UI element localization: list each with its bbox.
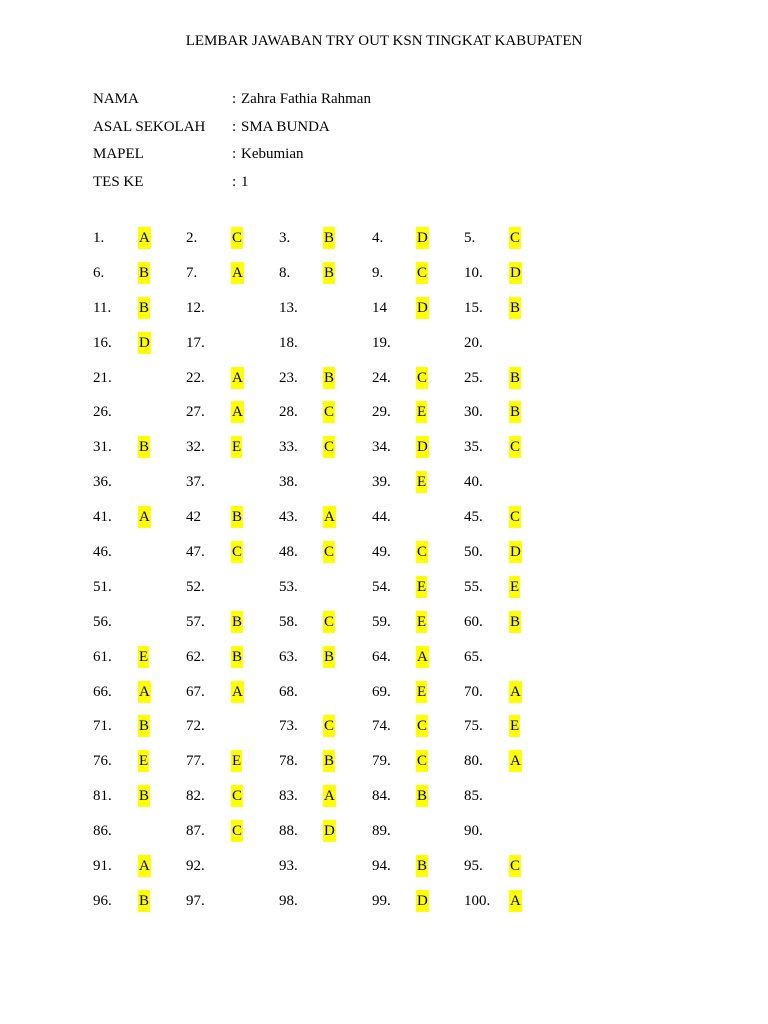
answer-choice: B xyxy=(138,262,150,284)
answer-choice: E xyxy=(138,646,149,668)
question-number: 59. xyxy=(372,613,391,630)
info-value: 1 xyxy=(241,174,249,191)
question-number: 23. xyxy=(279,369,298,386)
question-number: 80. xyxy=(464,753,483,770)
question-number: 94. xyxy=(372,858,391,875)
question-number: 47. xyxy=(186,544,205,561)
question-number: 13. xyxy=(279,299,298,316)
question-number: 38. xyxy=(279,474,298,491)
question-number: 85. xyxy=(464,788,483,805)
answer-choice: C xyxy=(509,227,521,249)
answer-choice: C xyxy=(231,820,243,842)
info-colon: : xyxy=(232,174,237,191)
answer-choice: E xyxy=(138,750,149,772)
question-number: 41. xyxy=(93,509,112,526)
question-number: 28. xyxy=(279,404,298,421)
question-number: 92. xyxy=(186,858,205,875)
answer-choice: C xyxy=(231,227,243,249)
question-number: 84. xyxy=(372,788,391,805)
question-number: 77. xyxy=(186,753,205,770)
answer-choice: D xyxy=(323,820,336,842)
answer-choice: C xyxy=(323,436,335,458)
answer-choice: E xyxy=(509,576,520,598)
question-number: 68. xyxy=(279,683,298,700)
answer-choice: C xyxy=(231,785,243,807)
question-number: 60. xyxy=(464,613,483,630)
question-number: 2. xyxy=(186,230,198,246)
answer-choice: B xyxy=(509,611,521,633)
question-number: 48. xyxy=(279,544,298,561)
answer-choice: E xyxy=(416,576,427,598)
answer-choice: E xyxy=(416,611,427,633)
answer-choice: E xyxy=(231,750,242,772)
question-number: 3. xyxy=(279,230,291,246)
info-value: Kebumian xyxy=(241,146,304,163)
question-number: 74. xyxy=(372,718,391,735)
question-number: 50. xyxy=(464,544,483,561)
question-number: 100. xyxy=(464,892,491,909)
question-number: 56. xyxy=(93,613,112,630)
question-number: 9. xyxy=(372,264,384,281)
answer-choice: C xyxy=(231,541,243,563)
question-number: 86. xyxy=(93,823,112,840)
answer-choice: C xyxy=(323,611,335,633)
question-number: 49. xyxy=(372,544,391,561)
answer-choice: A xyxy=(231,367,244,389)
answer-choice: B xyxy=(231,611,243,633)
question-number: 10. xyxy=(464,264,483,281)
question-number: 82. xyxy=(186,788,205,805)
question-number: 90. xyxy=(464,823,483,840)
question-number: 81. xyxy=(93,788,112,805)
answer-choice: B xyxy=(138,297,150,319)
question-number: 11. xyxy=(93,299,112,316)
question-number: 73. xyxy=(279,718,298,735)
answer-choice: C xyxy=(416,262,428,284)
answer-choice: D xyxy=(416,297,429,319)
answer-choice: A xyxy=(231,401,244,423)
question-number: 31. xyxy=(93,439,112,456)
question-number: 22. xyxy=(186,369,205,386)
question-number: 17. xyxy=(186,334,205,351)
question-number: 98. xyxy=(279,892,298,909)
answer-choice: C xyxy=(323,541,335,563)
question-number: 46. xyxy=(93,544,112,561)
question-number: 93. xyxy=(279,858,298,875)
question-number: 89. xyxy=(372,823,391,840)
info-colon: : xyxy=(232,118,237,135)
info-colon: : xyxy=(232,91,237,107)
answer-choice: B xyxy=(231,506,243,528)
question-number: 57. xyxy=(186,613,205,630)
question-number: 15. xyxy=(464,299,483,316)
question-number: 79. xyxy=(372,753,391,770)
question-number: 69. xyxy=(372,683,391,700)
answer-choice: E xyxy=(416,401,427,423)
question-number: 30. xyxy=(464,404,483,421)
answer-choice: A xyxy=(509,681,522,703)
answer-choice: B xyxy=(138,785,150,807)
question-number: 25. xyxy=(464,369,483,386)
answer-choice: A xyxy=(509,750,522,772)
question-number: 19. xyxy=(372,334,391,351)
question-number: 96. xyxy=(93,892,112,909)
question-number: 45. xyxy=(464,509,483,526)
answer-choice: B xyxy=(323,367,335,389)
answer-choice: C xyxy=(416,715,428,737)
question-number: 39. xyxy=(372,474,391,491)
answer-choice: E xyxy=(509,715,520,737)
answer-choice: B xyxy=(323,227,335,249)
answer-choice: C xyxy=(416,750,428,772)
answer-choice: A xyxy=(323,785,336,807)
answer-choice: C xyxy=(416,367,428,389)
answer-choice: A xyxy=(323,506,336,528)
answer-choice: D xyxy=(138,332,151,354)
answer-choice: C xyxy=(509,855,521,877)
question-number: 18. xyxy=(279,334,298,351)
question-number: 14 xyxy=(372,299,387,316)
question-number: 12. xyxy=(186,299,205,316)
info-value: Zahra Fathia Rahman xyxy=(241,91,371,107)
info-label: ASAL SEKOLAH xyxy=(93,118,206,135)
info-label: TES KE xyxy=(93,174,144,191)
question-number: 5. xyxy=(464,230,476,246)
question-number: 67. xyxy=(186,683,205,700)
question-number: 6. xyxy=(93,264,105,281)
answer-choice: B xyxy=(509,401,521,423)
info-value: SMA BUNDA xyxy=(241,118,330,135)
answer-choice: D xyxy=(509,541,522,563)
info-label: MAPEL xyxy=(93,146,144,163)
question-number: 65. xyxy=(464,648,483,665)
question-number: 33. xyxy=(279,439,298,456)
question-number: 87. xyxy=(186,823,205,840)
info-label: NAMA xyxy=(93,91,139,107)
question-number: 34. xyxy=(372,439,391,456)
question-number: 78. xyxy=(279,753,298,770)
answer-choice: A xyxy=(509,890,522,912)
question-number: 83. xyxy=(279,788,298,805)
answer-choice: C xyxy=(323,715,335,737)
question-number: 37. xyxy=(186,474,205,491)
question-number: 44. xyxy=(372,509,391,526)
answer-choice: A xyxy=(231,681,244,703)
question-number: 51. xyxy=(93,578,112,595)
question-number: 27. xyxy=(186,404,205,421)
question-number: 42 xyxy=(186,509,201,526)
answer-choice: D xyxy=(416,227,429,249)
question-number: 43. xyxy=(279,509,298,526)
question-number: 29. xyxy=(372,404,391,421)
question-number: 63. xyxy=(279,648,298,665)
question-number: 99. xyxy=(372,892,391,909)
answer-choice: A xyxy=(138,681,151,703)
answer-choice: B xyxy=(416,855,428,877)
answer-choice: A xyxy=(138,506,151,528)
answer-choice: A xyxy=(138,227,151,249)
answer-choice: D xyxy=(509,262,522,284)
answer-choice: B xyxy=(323,262,335,284)
question-number: 32. xyxy=(186,439,205,456)
question-number: 16. xyxy=(93,334,112,351)
question-number: 58. xyxy=(279,613,298,630)
question-number: 1. xyxy=(93,230,105,246)
question-number: 55. xyxy=(464,578,483,595)
answer-choice: C xyxy=(323,401,335,423)
answer-choice: C xyxy=(416,541,428,563)
question-number: 4. xyxy=(372,230,384,246)
answer-choice: B xyxy=(509,297,521,319)
answer-choice: B xyxy=(138,890,150,912)
answer-choice: B xyxy=(323,750,335,772)
answer-choice: B xyxy=(231,646,243,668)
question-number: 97. xyxy=(186,892,205,909)
question-number: 8. xyxy=(279,264,291,281)
answer-choice: C xyxy=(509,436,521,458)
answer-choice: E xyxy=(416,471,427,493)
question-number: 64. xyxy=(372,648,391,665)
answer-choice: A xyxy=(138,855,151,877)
question-number: 76. xyxy=(93,753,112,770)
question-number: 7. xyxy=(186,264,198,281)
answer-choice: B xyxy=(138,715,150,737)
question-number: 21. xyxy=(93,369,112,386)
answer-choice: B xyxy=(509,367,521,389)
info-colon: : xyxy=(232,146,237,163)
question-number: 75. xyxy=(464,718,483,735)
question-number: 72. xyxy=(186,718,205,735)
question-number: 70. xyxy=(464,683,483,700)
answer-choice: D xyxy=(416,436,429,458)
question-number: 36. xyxy=(93,474,112,491)
answer-choice: A xyxy=(416,646,429,668)
question-number: 71. xyxy=(93,718,112,735)
document-title: LEMBAR JAWABAN TRY OUT KSN TINGKAT KABUPATEN xyxy=(185,33,583,49)
question-number: 61. xyxy=(93,648,112,665)
question-number: 88. xyxy=(279,823,298,840)
question-number: 53. xyxy=(279,578,298,595)
answer-choice: A xyxy=(231,262,244,284)
question-number: 54. xyxy=(372,578,391,595)
answer-choice: B xyxy=(416,785,428,807)
answer-choice: E xyxy=(231,436,242,458)
question-number: 24. xyxy=(372,369,391,386)
answer-choice: E xyxy=(416,681,427,703)
answer-choice: B xyxy=(323,646,335,668)
question-number: 52. xyxy=(186,578,205,595)
question-number: 40. xyxy=(464,474,483,491)
question-number: 91. xyxy=(93,858,112,875)
answer-choice: C xyxy=(509,506,521,528)
question-number: 66. xyxy=(93,683,112,700)
answer-choice: D xyxy=(416,890,429,912)
question-number: 95. xyxy=(464,858,483,875)
question-number: 62. xyxy=(186,648,205,665)
question-number: 26. xyxy=(93,404,112,421)
answer-choice: B xyxy=(138,436,150,458)
question-number: 35. xyxy=(464,439,483,456)
question-number: 20. xyxy=(464,334,483,351)
